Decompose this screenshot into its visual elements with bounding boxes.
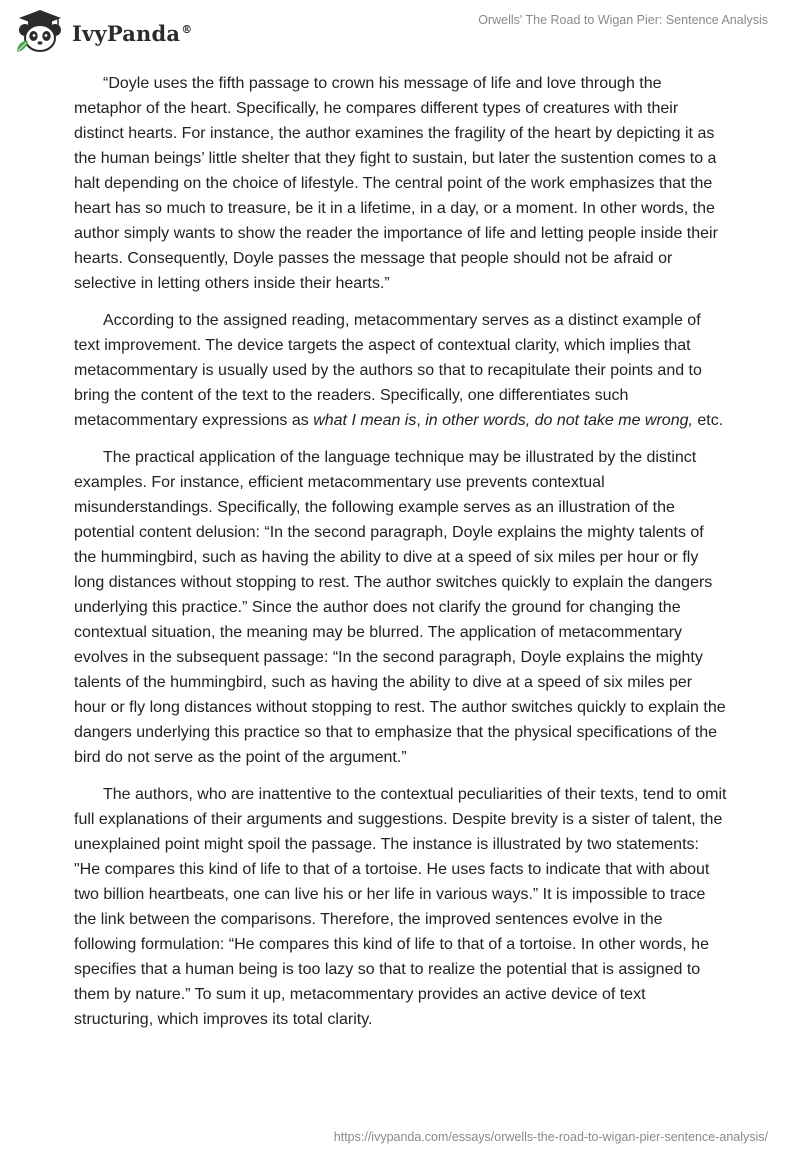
paragraph-text: etc. xyxy=(692,412,724,429)
essay-body xyxy=(74,71,728,1044)
italic-phrase: what I mean is xyxy=(313,412,417,429)
page-header xyxy=(0,0,800,60)
brand-name: IvyPanda® xyxy=(72,20,193,46)
document-title: Orwells' The Road to Wigan Pier: Sentence Analysis xyxy=(478,13,768,27)
paragraph: The practical application of the language technique may be illustrated by the distinct examples. For instance, efficient metacommentary use prevents contextual misunderstandings. Specifically, the following example serves as an illustration of the potential content delusion: “In the second paragraph, Doyle explains the mighty talents of the hummingbird, such as having the ability to dive at a speed of six miles per hour or fly long distances without stopping to rest. The author switches quickly to explain the dangers underlying this practice.” Since the author does not clarify the ground for changing the contextual situation, the meaning may be blurred. The application of metacommentary evolves in the subsequent passage: “In the second paragraph, Doyle explains the mighty talents of the hummingbird, such as having the ability to dive at a speed of six miles per hour or fly long distances without stopping to rest. The author switches quickly to explain the dangers underlying this practice so that to emphasize that the physical specifications of the bird do not serve as the point of the argument.” xyxy=(74,449,726,766)
source-url-link[interactable]: https://ivypanda.com/essays/orwells-the-road-to-wigan-pier-sentence-analysis/ xyxy=(333,1130,768,1144)
panda-logo-icon xyxy=(14,8,66,54)
registered-mark: ® xyxy=(181,22,193,36)
paragraph-text: According to the assigned reading, metacommentary serves as a distinct example of text improvement. The device targets the aspect of contextual clarity, which implies that metacommentary is usually used by the authors so that to recapitulate their points and to bring the content of the text to the readers. Specifically, one differentiates such metacommentary expressions as xyxy=(74,312,702,429)
paragraph: The authors, who are inattentive to the contextual peculiarities of their texts, tend to omit full explanations of their arguments and suggestions. Despite brevity is a sister of talent, the unexplained point might spoil the passage. The instance is illustrated by two statements: "He compares this kind of life to that of a tortoise. He uses facts to indicate that with about two billion heartbeats, one can live his or her life in various ways.” It is impossible to trace the link between the comparisons. Therefore, the improved sentences evolve in the following formulation: “He compares this kind of life to that of a tortoise. In other words, he specifies that a human being is too lazy so that to realize the potential that is assigned to them by nature.” To sum it up, metacommentary provides an active device of text structuring, which improves its total clarity. xyxy=(74,786,727,1028)
paragraph: “Doyle uses the fifth passage to crown his message of life and love through the metaphor of the heart. Specifically, he compares different types of creatures with their distinct hearts. For instance, the author examines the fragility of the heart by depicting it as the human beings’ little shelter that they fight to sustain, but later the sustention comes to a halt depending on the choice of lifestyle. The central point of the work emphasizes that the heart has so much to treasure, be it in a lifetime, in a day, or a moment. In other words, the author simply wants to show the reader the importance of life and letting people inside their hearts. Consequently, Doyle passes the message that people should not be afraid or selective in letting others inside their hearts.” xyxy=(74,75,718,292)
brand-logo[interactable] xyxy=(14,8,192,54)
paragraph-text: , xyxy=(416,412,426,429)
italic-phrase: in other words, do not take me wrong, xyxy=(425,412,693,429)
paragraph xyxy=(74,308,728,433)
